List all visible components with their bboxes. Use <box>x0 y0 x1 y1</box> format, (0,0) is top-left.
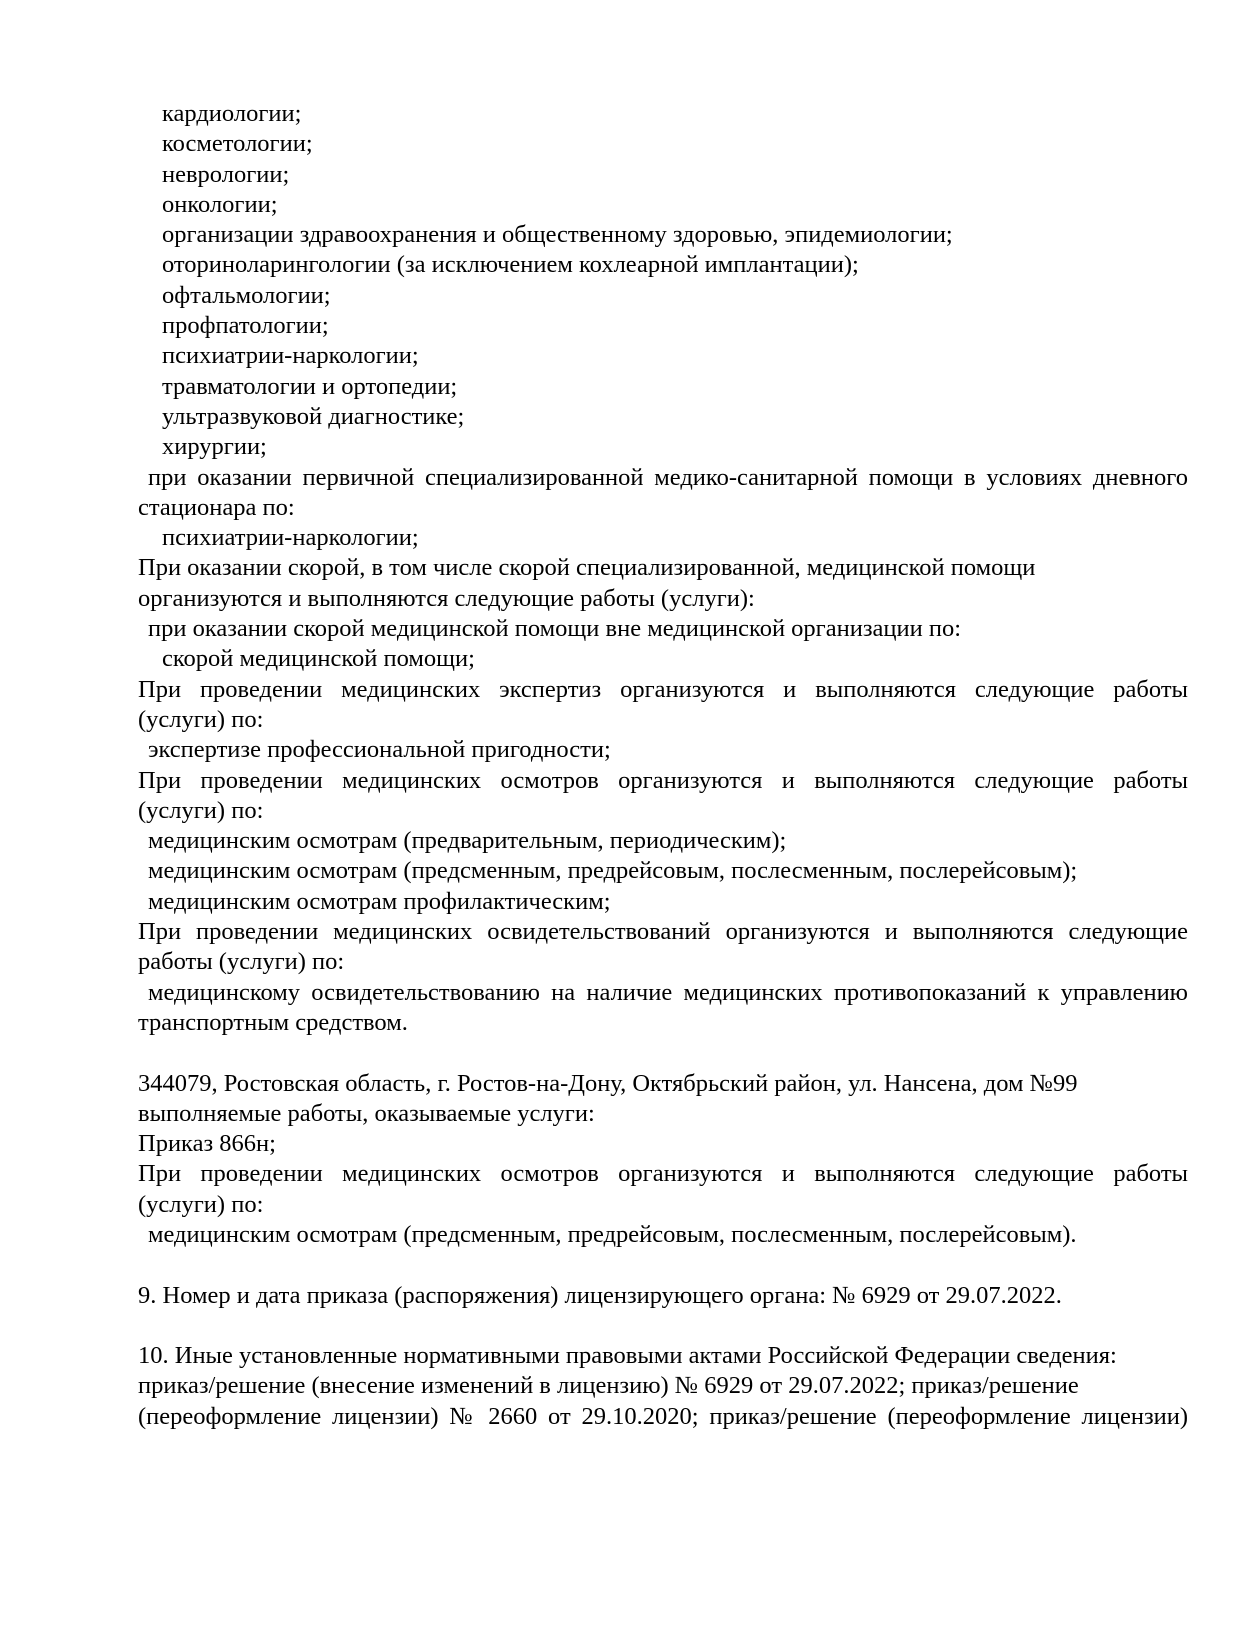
text-line: (услуги) по: <box>138 705 264 733</box>
text-line: кардиологии; <box>162 100 302 127</box>
text-line: при оказании первичной специализированной медико-санитарной помощи в условиях дневного <box>148 463 1188 491</box>
text-line: психиатрии-наркологии; <box>162 342 419 370</box>
text-line: травматологии и ортопедии; <box>162 372 458 400</box>
text-line: неврологии; <box>162 160 290 188</box>
text-line: при оказании скорой медицинской помощи вне медицинской организации по: <box>148 615 962 643</box>
text-line: косметологии; <box>162 130 313 158</box>
text-line: (услуги) по: <box>138 1190 264 1218</box>
text-line: 10. Иные установленные нормативными правовыми актами Российской Федерации сведения: <box>138 1342 1117 1370</box>
text-line: стационара по: <box>138 493 295 521</box>
text-line: (переоформление лицензии) № 2660 от 29.10.2020; приказ/решение (переоформление лицензии) <box>138 1402 1188 1430</box>
text-line: 344079, Ростовская область, г. Ростов-на-Дону, Октябрьский район, ул. Нансена, дом №99 <box>138 1069 1078 1097</box>
text-line: хирургии; <box>162 433 267 461</box>
text-line: организуются и выполняются следующие работы (услуги): <box>138 584 755 612</box>
text-line: медицинским осмотрам (предсменным, предрейсовым, послесменным, послерейсовым); <box>148 857 1078 885</box>
text-line: медицинскому освидетельствованию на наличие медицинских противопоказаний к управлению <box>148 978 1188 1006</box>
text-line: онкологии; <box>162 190 278 218</box>
blank-line <box>138 1038 1188 1068</box>
text-line: работы (услуги) по: <box>138 948 345 976</box>
blank-line <box>138 1250 1188 1280</box>
text-line: (услуги) по: <box>138 796 264 824</box>
text-line: При проведении медицинских осмотров организуются и выполняются следующие работы <box>138 1160 1188 1188</box>
text-line: медицинским осмотрам (предварительным, периодическим); <box>148 827 787 855</box>
text-line: При оказании скорой, в том числе скорой специализированной, медицинской помощи <box>138 554 1036 582</box>
text-line: скорой медицинской помощи; <box>162 645 475 673</box>
text-line: транспортным средством. <box>138 1008 408 1036</box>
text-line: приказ/решение (внесение изменений в лицензию) № 6929 от 29.07.2022; приказ/решение <box>138 1372 1079 1400</box>
text-line: выполняемые работы, оказываемые услуги: <box>138 1099 595 1127</box>
text-line: экспертизе профессиональной пригодности; <box>148 736 611 764</box>
text-line: медицинским осмотрам (предсменным, предрейсовым, послесменным, послерейсовым). <box>148 1220 1077 1248</box>
blank-line <box>138 1311 1188 1341</box>
text-line: Приказ 866н; <box>138 1130 276 1158</box>
text-line: 9. Номер и дата приказа (распоряжения) лицензирующего органа: № 6929 от 29.07.2022. <box>138 1281 1062 1309</box>
text-line: При проведении медицинских экспертиз организуются и выполняются следующие работы <box>138 675 1188 703</box>
text-line: психиатрии-наркологии; <box>162 524 419 552</box>
text-line: профпатологии; <box>162 312 329 340</box>
text-line: организации здравоохранения и общественному здоровью, эпидемиологии; <box>162 221 953 249</box>
text-line: ультразвуковой диагностике; <box>162 402 465 430</box>
text-line: При проведении медицинских освидетельствований организуются и выполняются следующие <box>138 918 1188 946</box>
text-line: При проведении медицинских осмотров организуются и выполняются следующие работы <box>138 766 1188 794</box>
text-line: оториноларингологии (за исключением кохлеарной имплантации); <box>162 251 859 279</box>
text-line: медицинским осмотрам профилактическим; <box>148 887 611 915</box>
text-line: офтальмологии; <box>162 281 331 309</box>
